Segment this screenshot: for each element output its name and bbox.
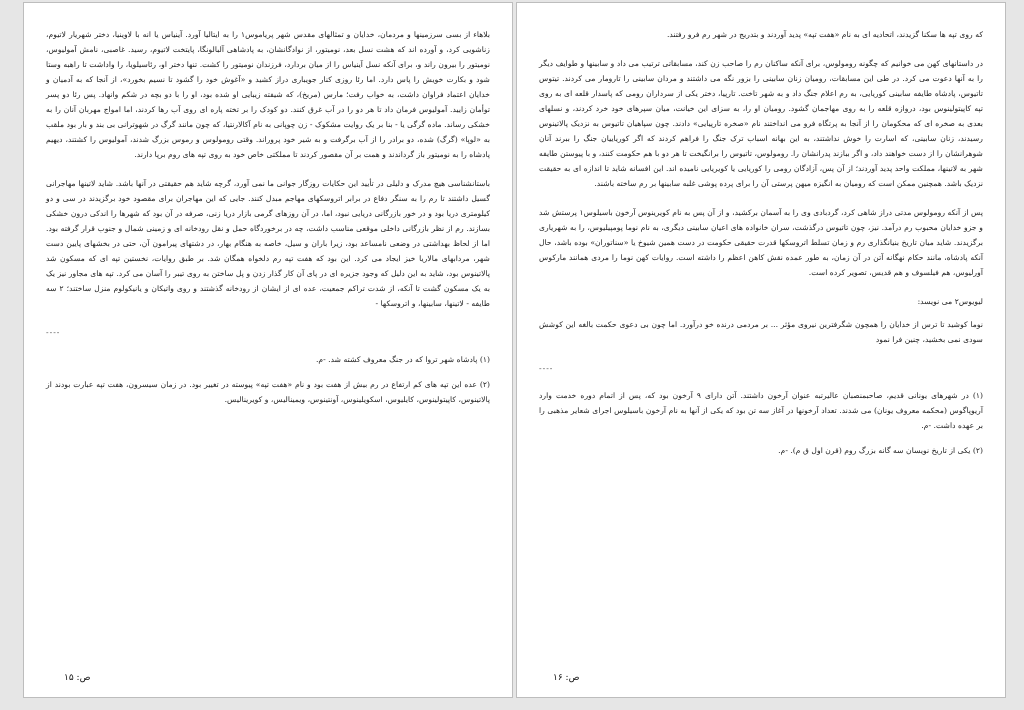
paragraph: پس از آنکه رومولوس مدتی دراز شاهی کرد، گردبادی وی را به آسمان برکشید، و از آن پس به نام کویرینوس آرخون باسیلوس۱ پرستش شد و جزو خدایان محبوب رم درآمد. نیز، چون تاتیوس درگذشت، سران خانواده های اعیان سابینی دیگری، به نام نوما پومپیلیوس، را به شهریاری برگزیدند. شاید میان تاریخ بنیانگذاری رم و زمان تسلط اتروسکها قدرت حقیقی حکومت در دست همین شیوخ یا «سناتوران» بوده باشد، حال آنکه پادشاه، مانند حکام نهگانه آتن در آن زمان، به طور عمده نقش کاهن اعظم را داشته است. روایات کهن نوما را مردی همانند مارکوس آورلیوس، هم فیلسوف و هم قدیس، تصویر کرده است.	[539, 208, 983, 277]
paragraph: در داستانهای کهن می خوانیم که چگونه رومولوس، برای آنکه ساکنان رم را صاحب زن کند، مسابقاتی ترتیب می داد و سابینها و طوایف دیگر را به آنها دعوت می کرد. در طی این مسابقات، رومیان زنان سابینی را بزور نگه می داشتند و مردان سابینی را تارومار می کردند. تیتوس تاتیوس، پادشاه طایفه سابینی کوریایی، به رم اعلام جنگ داد و به شهر تاخت. تارپیا، دختر یکی از سرداران رومی که پاسدار قلعه ای به روی تپه کاپیتولینوس بود، دروازه قلعه را به روی مهاجمان گشود. رومیان او را، به سزای این خیانت، میان سپرهای خود خرد کردند، و نسلهای بعدی به صخره ای که محکومان را از آنجا به پرتگاه فرو می انداختند نام «صخره تارپیایی» دادند. چون سپاهیان تاتیوس به نزدیک پالاتینوس رسیدند، زنان سابینی، که اسارت را خوش نداشتند، به این بهانه اسباب ترک جنگ را فراهم کردند که اگر کوریاییان جنگ را ببرند آنان شوهرانشان را از دست خواهند داد، و اگر ببازند پدرانشان را. رومولوس، تاتیوس را برانگیخت تا هر دو با هم حکومت کنند، و با پیوستن طایفه شهر به لاتینها، مملکت واحد پدید آوردند؛ از آن پس، آزادگان رومی را کوریایی یا کویریایی نامیده اند. این افسانه شاید تا اندازه ای به حقیقت نزدیک باشد. همچنین ممکن است که رومیان به انگیزه میهن پرستی آن را برای پرده پوشی غلبه سابینها بر رم ساخته باشند.	[539, 59, 983, 188]
footnote-separator: ----	[539, 364, 554, 373]
footnote: (۲) عده این تپه های کم ارتفاع در رم بیش از هفت بود و نام «هفت تپه» پیوسته در تغییر بود. در زمان سیسرون، هفت تپه عبارت بودند از پالاتینوس، کاپیتولینوس، کایلیوس، اسکویلینوس، آونتینوس، ویمینالیس، و کویرینالیس.	[46, 380, 490, 404]
quote-intro: لیویوس۲ می نویسد:	[917, 297, 983, 306]
quote: نوما کوشید تا ترس از خدایان را همچون شگرفترین نیروی مؤثر ... بر مردمی درنده خو درآورد. اما چون بی دعوی حکمت بالغه این کوشش سودی نمی بخشید، چنین فرا نمود	[539, 320, 983, 344]
paragraph: بلاهاء از بسی سرزمینها و مردمان، خدایان و تمثالهای مقدس شهر پریاموس۱ را به ایتالیا آورد. آینیاس یا انه با لاوینیا، دختر شهریار لاتیوم، زناشویی کرد، و آورده اند که هشت نسل بعد، نومیتور، از نوادگانشان، به پادشاهی آلبالونگا، پایتخت لاتیوم، رسید. غاصبی، نامش آمولیوس، نومیتور را بیرون راند و، برای آنکه نسل آینیاس را از میان بردارد، فرزندان نومیتور را کشت. تنها دختر او، رئاسیلویا، را واداشت تا راهبه وستا شود و بکارت خویش را پاس دارد. اما رئا روزی کنار جویباری دراز کشید و «آغوش خود را گشود تا نسیم بخورد»، از آنجا که به آدمیان و خدایان اعتماد فراوان داشت، به خواب رفت؛ مارس (مریخ)، که شیفته زیبایی او شده بود، او را با دو بچه در شکم وانهاد. پس رئا دو پسر توأمان زایید. آمولیوس فرمان داد تا هر دو را در آب غرق کنند. دو کودک را بر تخته پاره ای روی آب رها کردند، اما امواج مهربان آنان را به خشکی رساند. ماده گرگی یا - بنا بر یک روایت مشکوک - زن چوپانی به نام آکالارنتیا، که چون مانند گرگ در شهوترانی بی بند و بار بود ملقب به «لوپا» (گرگ) شده، دو برادر را از آب برگرفت و به شیر خود پروراند. وقتی رومولوس و رموس بزرگ شدند، آمولیوس را کشتند، دیهیم پادشاه را به نومیتور باز گرداندند و همت بر آن مقصور کردند تا مملکتی خاص خود به روی تپه های روم برپا دارند.	[46, 30, 491, 159]
footnote-separator: ----	[46, 328, 61, 337]
page-number: ص: ۱۶	[553, 673, 580, 683]
page-15	[23, 2, 513, 698]
paragraph: که روی تپه ها سکنا گزیدند، اتحادیه ای به نام «هفت تپه» پدید آوردند و بتدریج در شهر رم فرو رفتند.	[666, 30, 983, 39]
footnote: (۱) در شهرهای یونانی قدیم، صاحبمنصبان عالیرتبه عنوان آرخون داشتند. آتن دارای ۹ آرخون بود که، پس از اتمام دوره خدمت وارد آریوپاگوس (محکمه معروف یونان) می شدند. تعداد آرخونها در آغاز سه تن بود که یکی از آنها به نام آرخون باسیلوس اجرای شعایر مذهبی را بر عهده داشت. -م.	[539, 391, 983, 430]
footnote: (۱) پادشاه شهر تروا که در جنگ معروف کشته شد. -م.	[315, 355, 490, 364]
paragraph: باستانشناسی هیچ مدرک و دلیلی در تأیید این حکایات روزگار جوانی ما نمی آورد، گرچه شاید هم حقیقتی در آنها باشد. شاید لاتینها مهاجرانی گسیل داشتند تا رم را به سنگر دفاع در برابر اتروسکهای مهاجم مبدل کنند. جایی که این مهاجران برای مقصود خود برگزیدند در سی و دو کیلومتری دریا بود و در خور بازرگانی دریایی نبود، اما، در آن روزهای گرمی بازار دریا زنی، صرفه در آن بود که شهرها را اندکی درون خشکی بسازند. رم از نظر بازرگانی داخلی موقعی مناسب داشت، چه در برخوردگاه حمل و نقل رودخانه ای و زمینی شمال و جنوب قرار گرفته بود. اما از لحاظ بهداشتی در وضعی نامساعد بود، زیرا باران و سیل، خاصه به هنگام بهار، در دشتهای پیرامون آن، حتی در بخشهای پایین دست شهر، مردابهای مالاریا خیز ایجاد می کرد. این بود که هفت تپه رم دلخواه همگان شد. بر طبق روایات، نخستین تپه ای که مسکون شد پالاتینوس بود، شاید به این دلیل که وجود جزیره ای در پای آن کار گذار زدن و پل ساختن به روی تیبر را آسان می کرد. تپه های مجاور نیز یک به یک مسکون گشت تا آنکه، از شدت تراکم جمعیت، عده ای از ایشان از رودخانه گذشتند و روی واتیکان و یانیکولوم منزل ساختند؛ ۲ سه طایفه - لاتینها، سابینها، و اتروسکها -	[46, 179, 490, 308]
page-content	[539, 27, 983, 679]
page-number: ص: ۱۵	[64, 673, 91, 683]
footnote: (۲) یکی از تاریخ نویسان سه گانه بزرگ روم (قرن اول ق م). -م.	[778, 446, 983, 455]
page-16	[516, 2, 1006, 698]
page-content	[46, 27, 490, 679]
